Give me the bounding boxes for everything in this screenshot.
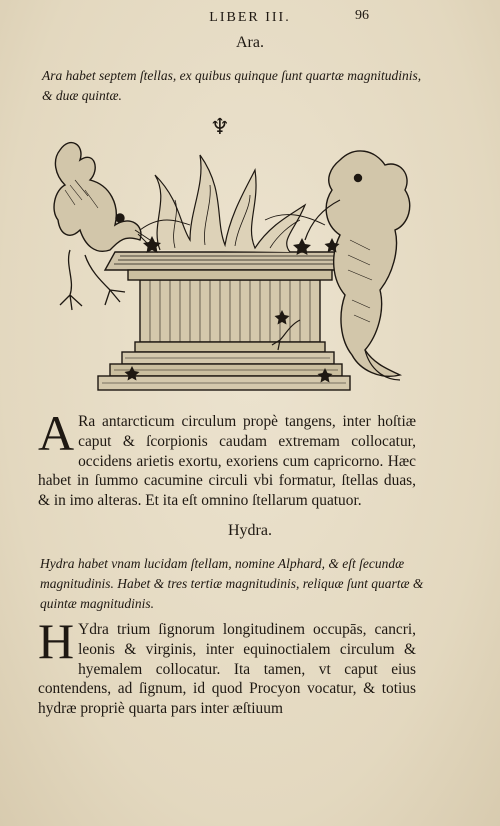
ara-body-text: Ra antarcticum circulum propè tangens, inter hoſtiæ caput & ſcorpionis caudam extremam collocatur, occidens arietis exortu, exoriens cum capricorno. Hæc habet in ſummo cacumine circuli vbi formatur, ſtellas duas, & in imo alteras. Et ita eſt omnino ſtellarum quatuor. bbox=[38, 413, 416, 510]
altar-woodcut-illustration bbox=[40, 130, 420, 405]
hydra-body-text: Ydra trium ſignorum longitudinem occupās, cancri, leonis & virginis, inter equinoctialem circulum & hyemalem collocatur. Ita tamen, vt caput eius contendens, ad ſignum, id quod Procyon vocatur, & totius hydræ propriè quarta pars inter æſtiuum bbox=[38, 621, 416, 718]
ara-dropcap: A bbox=[38, 405, 75, 461]
page-number: 96 bbox=[355, 8, 369, 23]
hydra-dropcap: H bbox=[38, 613, 75, 669]
ara-body-paragraph bbox=[38, 405, 416, 511]
section-title-hydra: Hydra. bbox=[228, 522, 272, 539]
running-head: LIBER III. bbox=[209, 10, 291, 25]
hydra-body-paragraph bbox=[38, 613, 416, 719]
hydra-summary: Hydra habet vnam lucidam ſtellam, nomine Alphard, & eſt ſecundæ magnitudinis. Habet & tres tertiæ magnitudinis, reliquæ ſunt quartæ & quintæ magnitudinis. bbox=[40, 556, 424, 611]
ara-summary: Ara habet septem ſtellas, ex quibus quinque ſunt quartæ magnitudinis, & duæ quintæ. bbox=[42, 68, 422, 103]
section-title-ara: Ara. bbox=[236, 34, 264, 51]
ara-symbol: ♆ bbox=[210, 114, 230, 139]
